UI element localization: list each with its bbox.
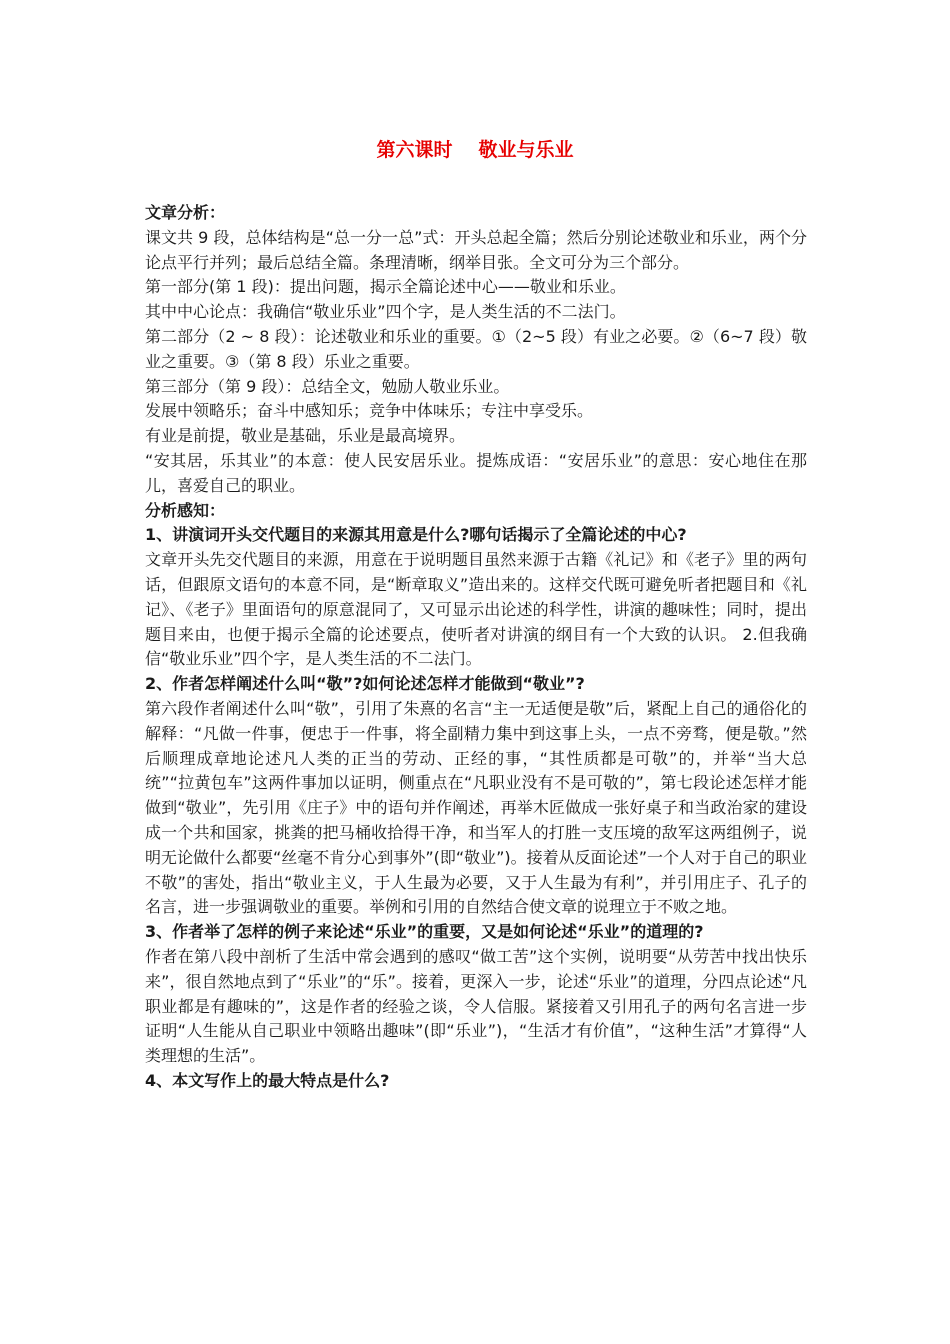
title-lesson: 第六课时 (376, 139, 453, 161)
document-body (145, 201, 807, 1094)
paragraph: 有业是前提，敬业是基础，乐业是最高境界。 (145, 426, 466, 446)
question-heading: 4、本文写作上的最大特点是什么? (145, 1070, 390, 1090)
question-heading: 3、作者举了怎样的例子来论述“乐业”的重要，又是如何论述“乐业”的道理的? (145, 922, 704, 942)
paragraph: 其中中心论点：我确信“敬业乐业”四个字，是人类生活的不二法门。 (145, 302, 626, 322)
page-title (0, 137, 950, 163)
paragraph: 第二部分（2 ~ 8 段）：论述敬业和乐业的重要。①（2~5 段）有业之必要。②（6~7 段）敬业之重要。③（第 8 段）乐业之重要。 (145, 326, 807, 371)
paragraph: 作者在第八段中剖析了生活中常会遇到的感叹“做工苦”这个实例，说明要“从劳苦中找出快乐来”，很自然地点到了“乐业”的“乐”。接着，更深入一步，论述“乐业”的道理，分四点论述“凡职业都是有趣味的”，这是作者的经验之谈，令人信服。紧接着又引用孔子的两句名言进一步证明“人生能从自己职业中领略出趣味”(即“乐业”)，“生活才有价值”，“这种生活”才算得“人类理想的生活”。 (145, 946, 807, 1066)
section-heading: 文章分析： (145, 203, 226, 222)
section-heading: 分析感知： (145, 500, 226, 520)
paragraph: “安其居，乐其业”的本意：使人民安居乐业。提炼成语：“安居乐业”的意思：安心地住在那儿，喜爱自己的职业。 (145, 450, 807, 495)
paragraph: 课文共 9 段，总体结构是“总一分一总”式：开头总起全篇；然后分别论述敬业和乐业，两个分论点平行并列；最后总结全篇。条理清晰，纲举目张。全文可分为三个部分。 (145, 227, 807, 272)
paragraph: 第一部分(第 1 段)：提出问题，揭示全篇论述中心——敬业和乐业。 (145, 277, 626, 297)
question-heading: 2、作者怎样阐述什么叫“敬”?如何论述怎样才能做到“敬业”? (145, 674, 585, 694)
paragraph: 文章开头先交代题目的来源，用意在于说明题目虽然来源于古籍《礼记》和《老子》里的两句话，但跟原文语句的本意不同，是“断章取义”造出来的。这样交代既可避免听者把题目和《礼记》、《老子》里面语句的原意混同了，又可显示出论述的科学性，讲演的趣味性；同时，提出题目来由，也便于揭示全篇的论述要点，使听者对讲演的纲目有一个大致的认识。 2.但我确信“敬业乐业”四个字，是人类生活的不二法门。 (145, 550, 807, 669)
paragraph: 发展中领略乐；奋斗中感知乐；竞争中体味乐；专注中享受乐。 (145, 401, 594, 421)
title-topic: 敬业与乐业 (478, 139, 574, 161)
question-heading: 1、讲演词开头交代题目的来源其用意是什么?哪句话揭示了全篇论述的中心? (145, 525, 687, 545)
paragraph: 第三部分（第 9 段）：总结全文，勉励人敬业乐业。 (145, 376, 510, 396)
paragraph: 第六段作者阐述什么叫“敬”，引用了朱熹的名言“主一无适便是敬”后，紧配上自己的通俗化的解释：“凡做一件事，便忠于一件事，将全副精力集中到这事上头，一点不旁骛，便是敬。”然后顺理成章地论述凡人类的正当的劳动、正经的事，“其性质都是可敬”的，并举“当大总统”“拉黄包车”这两件事加以证明，侧重点在“凡职业没有不是可敬的”，第七段论述怎样才能做到“敬业”，先引用《庄子》中的语句并作阐述，再举木匠做成一张好桌子和当政治家的建设成一个共和国家，挑粪的把马桶收拾得干净，和当军人的打胜一支压境的敌军这两组例子，说明无论做什么都要“丝毫不肯分心到事外”(即“敬业”)。接着从反面论述”一个人对于自己的职业不敬”的害处，指出“敬业主义，于人生最为必要，又于人生最为有利”，并引用庄子、孔子的名言，进一步强调敬业的重要。举例和引用的自然结合使文章的说理立于不败之地。 (145, 698, 807, 917)
